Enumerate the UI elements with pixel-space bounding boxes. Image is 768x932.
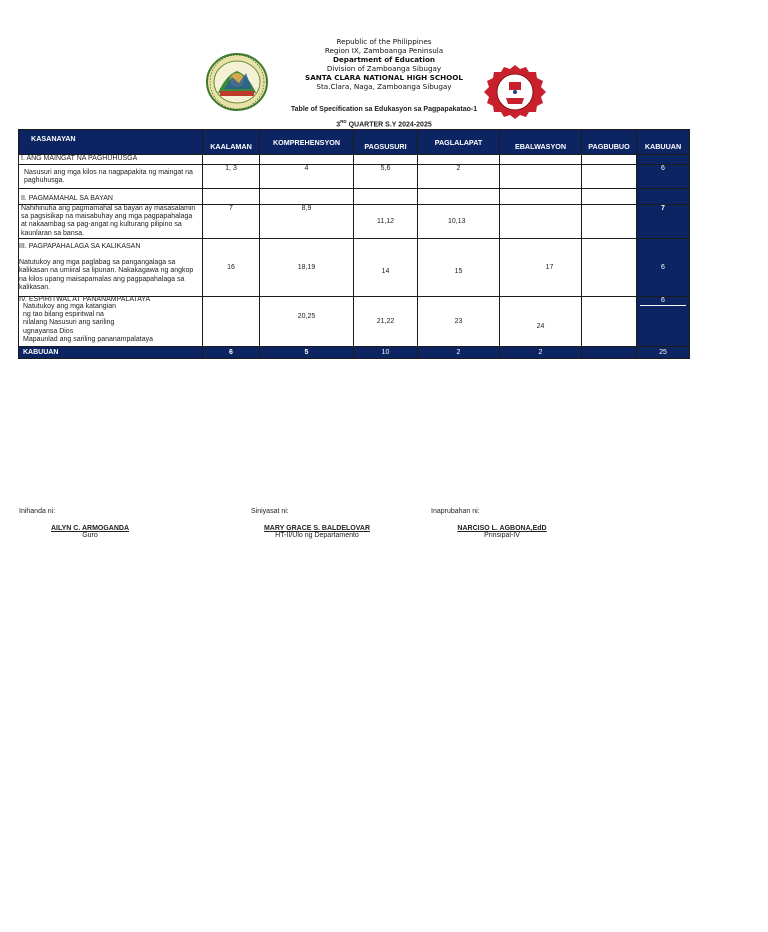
cell-kabuuan: 7 [637, 205, 690, 239]
prepared-signature [30, 525, 150, 539]
cell-komprehensyon: 8,9 [260, 205, 354, 239]
cell-paglalapat: 23 [418, 297, 500, 347]
cell-ebalwasyon: 17 [500, 239, 582, 297]
school-seal [482, 64, 548, 127]
cell-ebalwasyon: 24 [500, 297, 582, 347]
school-name: SANTA CLARA NATIONAL HIGH SCHOOL [305, 73, 463, 82]
skill-line: Mapaunlad ang sariling pananampalataya [23, 335, 153, 343]
cell-ebalwasyon [500, 205, 582, 239]
total-row [19, 347, 690, 359]
col-kaalaman: KAALAMAN [203, 130, 260, 155]
col-komprehensyon: KOMPREHENSYON [260, 130, 354, 155]
cell-paglalapat: 15 [418, 239, 500, 297]
school-address: Sta.Clara, Naga, Zamboanga Sibugay [316, 82, 452, 91]
section-block [19, 239, 203, 297]
document-title: Table of Specification sa Edukasyon sa Pagpapakatao-1 [290, 106, 478, 113]
table-row [19, 297, 690, 347]
cell-komprehensyon: 4 [260, 165, 354, 189]
cell-kaalaman: 16 [203, 239, 260, 297]
section-title-row [19, 155, 690, 165]
approved-label: Inaprubahan ni: [431, 508, 480, 515]
cell-komprehensyon: 20,25 [260, 297, 354, 347]
col-kasanayan: KASANAYAN [19, 130, 203, 155]
approved-role: Prinsipal-IV [484, 532, 520, 539]
total-kabuuan: 25 [637, 347, 690, 359]
cell-pagsusuri: 21,22 [354, 297, 418, 347]
col-pagsusuri: PAGSUSURI [354, 130, 418, 155]
cell-pagsusuri: 14 [354, 239, 418, 297]
table-row [19, 165, 690, 189]
table-row [19, 239, 690, 297]
quarter-suffix: RD [340, 119, 347, 124]
cell-pagbubuo [582, 239, 637, 297]
skill-line: nilalang Nasusuri ang sariling [23, 319, 115, 327]
col-paglalapat: PAGLALAPAT [418, 130, 500, 155]
total-kaalaman: 6 [203, 347, 260, 359]
skill-line: ugnayansa Dios [23, 327, 74, 335]
quarter-year: QUARTER S.Y 2024-2025 [346, 121, 432, 129]
cell-kaalaman: 7 [203, 205, 260, 239]
skill-text: Nasusuri ang mga kilos na nagpapakita ng maingat na paghuhusga. [19, 165, 203, 189]
cell-kabuuan: 6 [637, 239, 690, 297]
letterhead [0, 37, 768, 91]
total-komprehensyon: 5 [260, 347, 354, 359]
total-paglalapat: 2 [418, 347, 500, 359]
skill-text: Natutukoy ang mga paglabag sa pangangalaga sa kalikasan na umiiral sa lipunan. Nakakagawa ng angkop na kilos upang maisapamalas ang pagpapahalaga sa kalikasan. [19, 259, 194, 291]
specification-table [18, 129, 690, 359]
skill-line: Natutukoy ang mga katangian [23, 303, 117, 310]
approved-name: NARCISO L. AGBONA,EdD [457, 525, 547, 532]
col-kabuuan: KABUUAN [637, 130, 690, 155]
section-title: IV. ESPIRITWAL AT PANANAMPALATAYA [19, 296, 151, 303]
table-row [19, 205, 690, 239]
checked-signature [247, 525, 387, 539]
total-ebalwasyon: 2 [500, 347, 582, 359]
cell-ebalwasyon [500, 165, 582, 189]
kabuuan-value: 6 [640, 297, 686, 306]
skill-line: ng tao bilang espiritwal na [23, 311, 104, 319]
quarter-label [0, 119, 768, 128]
section-block [19, 297, 203, 347]
cell-kabuuan: 6 [637, 165, 690, 189]
section-title: II. PAGMAMAHAL SA BAYAN [19, 189, 203, 205]
col-ebalwasyon: EBALWASYON [500, 130, 582, 155]
prepared-name: AILYN C. ARMOGANDA [50, 525, 130, 532]
cell-komprehensyon: 18,19 [260, 239, 354, 297]
cell-kaalaman [203, 297, 260, 347]
section-title-row [19, 189, 690, 205]
total-pagsusuri: 10 [354, 347, 418, 359]
skill-text: Nahihinuha ang pagmamahal sa bayan ay masasalamin sa pagsisikap na maisabuhay ang mga pagpapahalaga at nakaambag sa pag-angat ng kulturang pilipino sa kaunlaran sa bansa. [19, 205, 203, 239]
checked-name: MARY GRACE S. BALDELOVAR [263, 525, 371, 532]
section-title: I. ANG MAINGAT NA PAGHUHUSGA [19, 155, 203, 165]
header-row [19, 130, 690, 155]
prepared-label: Inihanda ni: [19, 508, 56, 515]
checked-role: HT-II/Ulo ng Departamento [275, 532, 359, 539]
cell-paglalapat: 2 [418, 165, 500, 189]
header-line-1: Republic of the Philippines [336, 37, 432, 46]
section-title: III. PAGPAPAHALAGA SA KALIKASAN [19, 243, 141, 250]
cell-kaalaman: 1, 3 [203, 165, 260, 189]
cell-pagsusuri: 5,6 [354, 165, 418, 189]
total-pagbubuo [582, 347, 637, 359]
approved-signature [442, 525, 562, 539]
header-line-4: Division of Zamboanga Sibugay [326, 64, 442, 73]
prepared-role: Guro [82, 532, 98, 539]
total-label: KABUUAN [19, 347, 203, 359]
cell-pagsusuri: 11,12 [354, 205, 418, 239]
cell-kabuuan [637, 297, 690, 347]
checked-label: Siniyasat ni: [251, 508, 289, 515]
quarter-number: 3 [336, 121, 341, 129]
cell-paglalapat: 10,13 [418, 205, 500, 239]
col-pagbubuo: PAGBUBUO [582, 130, 637, 155]
cell-pagbubuo [582, 205, 637, 239]
cell-pagbubuo [582, 165, 637, 189]
header-line-3: Department of Education [332, 55, 436, 64]
cell-pagbubuo [582, 297, 637, 347]
header-line-2: Region IX, Zamboanga Peninsula [324, 46, 444, 55]
